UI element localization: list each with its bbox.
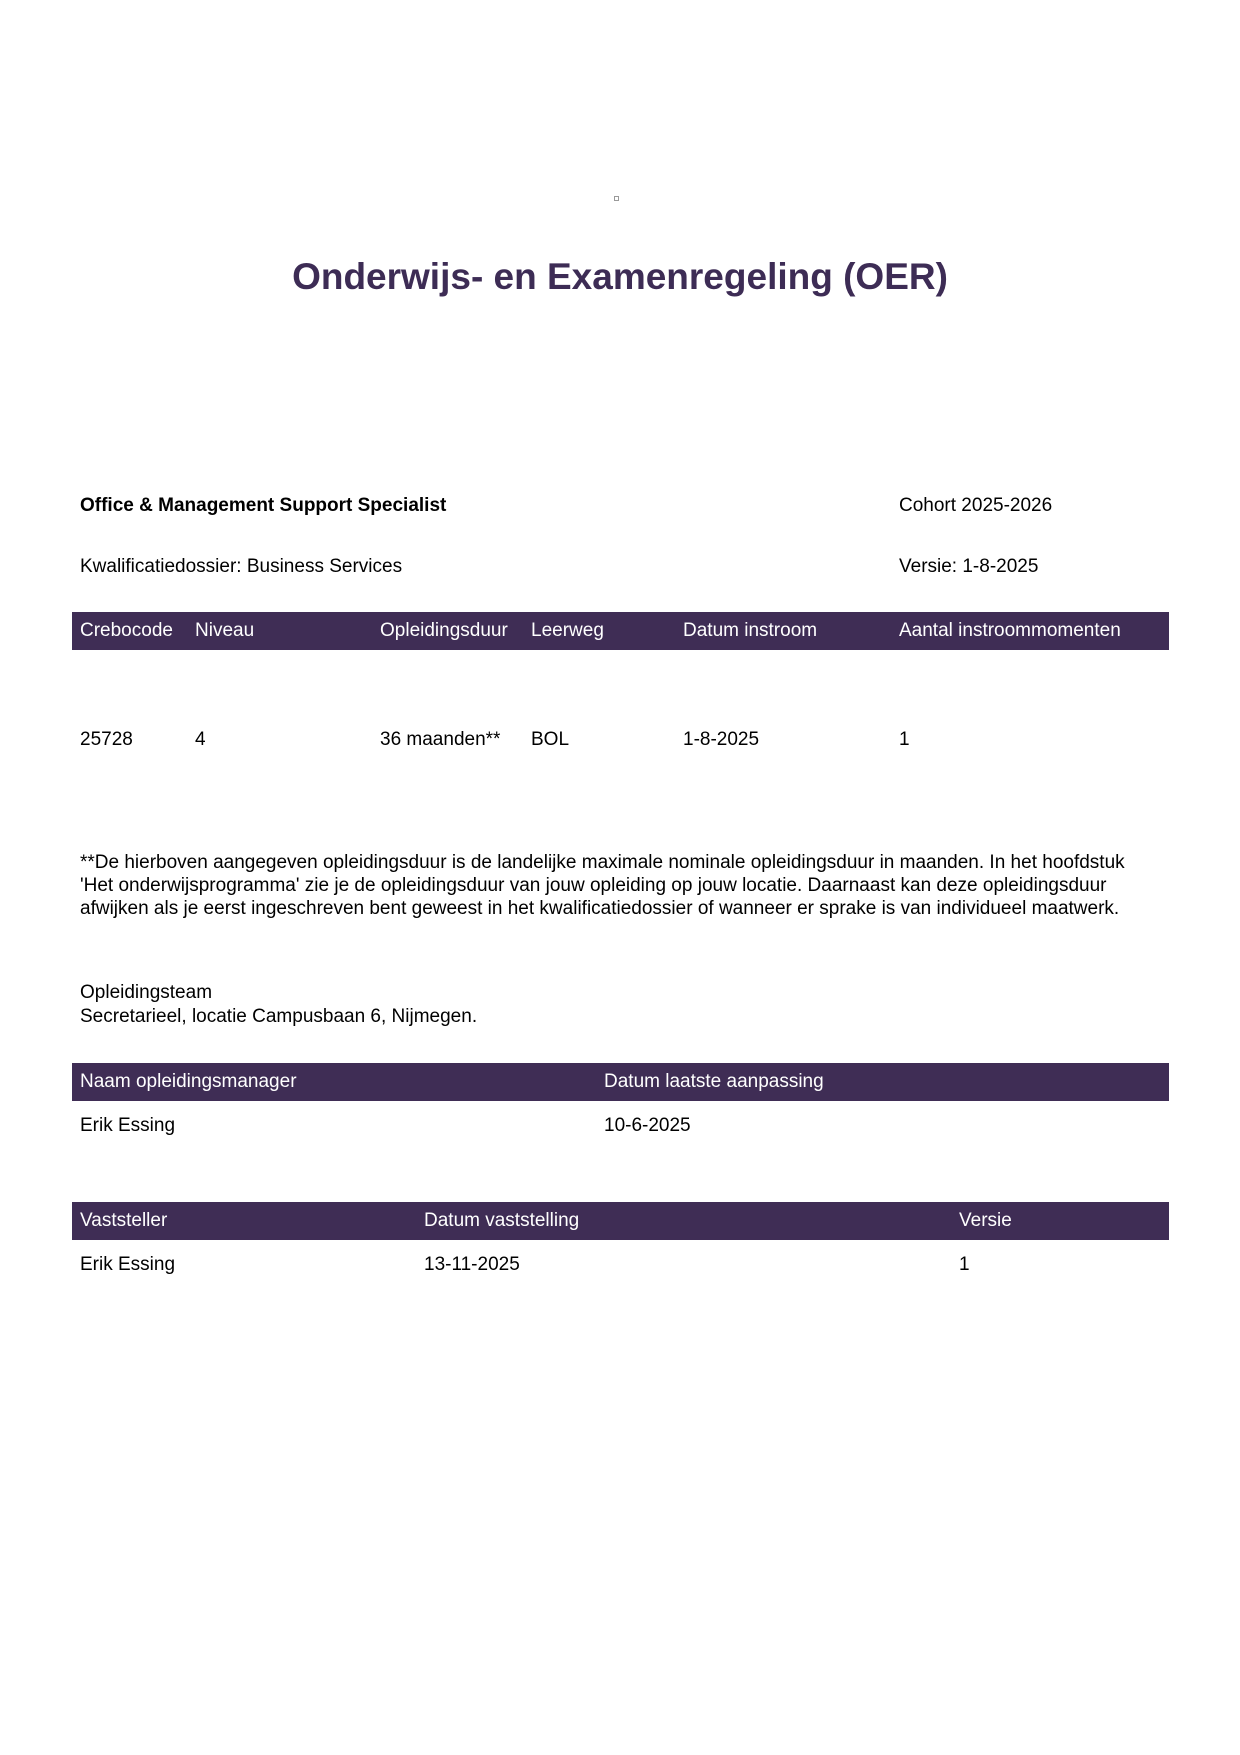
cell-last-modified: 10-6-2025 [604,1115,691,1136]
page-title: Onderwijs- en Examenregeling (OER) [292,256,948,297]
version-label: Versie: 1-8-2025 [899,556,1039,577]
header-naam-opleidingsmanager: Naam opleidingsmanager [80,1071,297,1092]
manager-table-header [72,1063,1169,1101]
cell-versie: 1 [959,1254,970,1275]
cohort-label: Cohort 2025-2026 [899,495,1053,516]
dossier-label: Kwalificatiedossier: Business Services [80,556,403,577]
cell-manager-name: Erik Essing [80,1115,176,1136]
cell-vaststeller: Erik Essing [80,1254,176,1275]
header-niveau: Niveau [195,620,255,641]
cell-leerweg: BOL [531,729,570,750]
cell-datum-instroom: 1-8-2025 [683,729,760,750]
program-name: Office & Management Support Specialist [80,495,447,516]
approval-table-header [72,1202,1169,1240]
header-opleidingsduur: Opleidingsduur [380,620,508,641]
header-datum-instroom: Datum instroom [683,620,818,641]
header-versie: Versie [959,1210,1012,1231]
header-leerweg: Leerweg [531,620,604,641]
team-label: Opleidingsteam [80,982,213,1003]
cell-opleidingsduur: 36 maanden** [380,729,501,750]
team-info [80,981,477,1029]
cell-datum-vaststelling: 13-11-2025 [424,1254,520,1275]
cell-niveau: 4 [195,729,206,750]
header-aantal-instroommomenten: Aantal instroommomenten [899,620,1121,641]
header-crebocode: Crebocode [80,620,173,641]
cell-aantal-instroommomenten: 1 [899,729,910,750]
logo-placeholder-icon [614,196,619,201]
footnote: **De hierboven aangegeven opleidingsduur is de landelijke maximale nominale opleidingsduur in maanden. In het hoofdstuk 'Het onderwijsprogramma' zie je de opleidingsduur van jouw opleiding op jouw locatie. Daarnaast kan deze opleidingsduur afwijken als je eerst ingeschreven bent geweest in het kwalificatiedossier of wanneer er sprake is van individueel maatwerk. [80,852,1125,919]
team-location: Secretarieel, locatie Campusbaan 6, Nijmegen. [80,1006,478,1027]
header-datum-laatste-aanpassing: Datum laatste aanpassing [604,1071,824,1092]
header-vaststeller: Vaststeller [80,1210,168,1231]
header-datum-vaststelling: Datum vaststelling [424,1210,580,1231]
cell-crebocode: 25728 [80,729,133,750]
program-table-header [72,612,1169,650]
